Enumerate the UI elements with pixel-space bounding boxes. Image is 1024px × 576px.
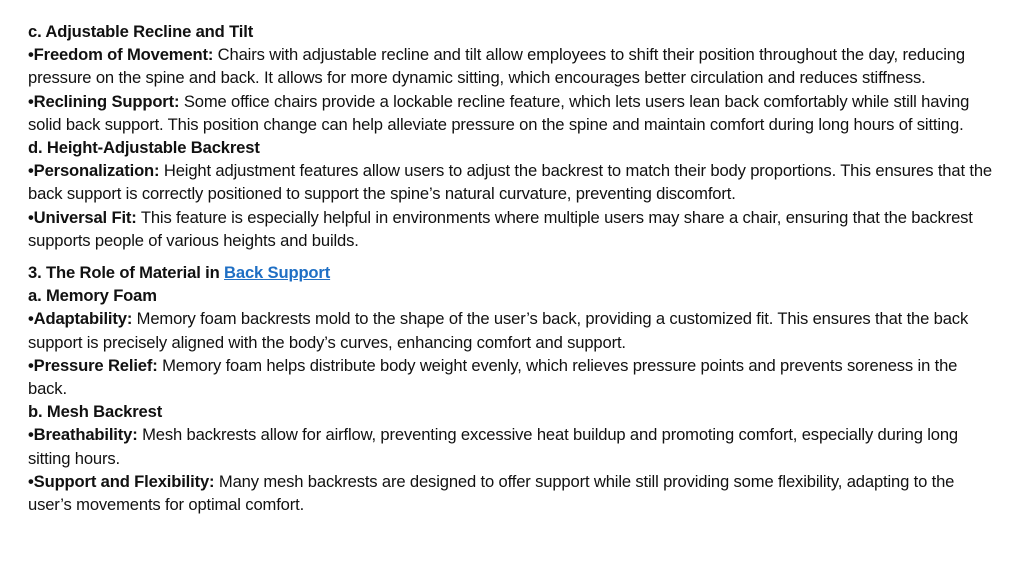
label-personalization: •Personalization:	[28, 161, 160, 181]
label-breathability: •Breathability:	[28, 425, 138, 445]
label-universal-fit: •Universal Fit:	[28, 207, 137, 227]
text-support-and-flexibility: Many mesh backrests are designed to offer support while still providing some flexibility, adapting to the user’s movements for optimal comfort.	[28, 471, 955, 515]
paragraph-breathability	[28, 423, 994, 469]
paragraph-reclining-support	[28, 90, 994, 136]
text-universal-fit: This feature is especially helpful in environments where multiple users may share a chair, ensuring that the backrest supports people of various heights and builds.	[28, 207, 973, 250]
label-support-and-flexibility: •Support and Flexibility:	[28, 471, 215, 491]
back-support-link[interactable]: Back Support	[224, 263, 331, 283]
paragraph-adaptability	[28, 307, 994, 353]
label-pressure-relief: •Pressure Relief:	[28, 355, 158, 375]
label-reclining-support: •Reclining Support:	[28, 91, 180, 111]
section-gap	[28, 252, 994, 261]
text-breathability: Mesh backrests allow for airflow, preventing excessive heat buildup and promoting comfort, especially during long sitting hours.	[28, 425, 959, 468]
heading-adjustable-recline: c. Adjustable Recline and Tilt	[28, 22, 254, 41]
text-pressure-relief: Memory foam helps distribute body weight evenly, which relieves pressure points and prevents soreness in the back.	[28, 355, 958, 399]
text-adaptability: Memory foam backrests mold to the shape of the user’s back, providing a customized fit. This ensures that the back support is precisely aligned with the body’s curves, enhancing comfort and support.	[28, 309, 969, 352]
heading-height-adjustable-backrest: d. Height-Adjustable Backrest	[28, 138, 260, 158]
paragraph-freedom-of-movement	[28, 43, 994, 89]
heading-role-of-material-text: 3. The Role of Material in	[28, 263, 225, 283]
label-adaptability: •Adaptability:	[28, 309, 133, 329]
paragraph-universal-fit	[28, 206, 994, 252]
text-freedom-of-movement: Chairs with adjustable recline and tilt allow employees to shift their position throughout the day, reducing pressure on the spine and back. It allows for more dynamic sitting, which encourages better circulation and reduces stiffness.	[28, 45, 965, 88]
heading-role-of-material	[28, 261, 994, 284]
document-body	[28, 20, 994, 516]
text-personalization: Height adjustment features allow users to adjust the backrest to match their body proportions. This ensures that the back support is correctly positioned to support the spine’s natural curvature, preventing discomfort.	[28, 161, 993, 204]
label-freedom-of-movement: •Freedom of Movement:	[28, 45, 214, 65]
paragraph-support-and-flexibility	[28, 470, 994, 516]
paragraph-pressure-relief	[28, 354, 994, 400]
heading-memory-foam: a. Memory Foam	[28, 286, 157, 306]
paragraph-personalization	[28, 159, 994, 205]
heading-mesh-backrest: b. Mesh Backrest	[28, 402, 163, 422]
text-reclining-support: Some office chairs provide a lockable recline feature, which lets users lean back comfortably while still having solid back support. This position change can help alleviate pressure on the spine and maintain comfort during long hours of sitting.	[28, 91, 970, 134]
